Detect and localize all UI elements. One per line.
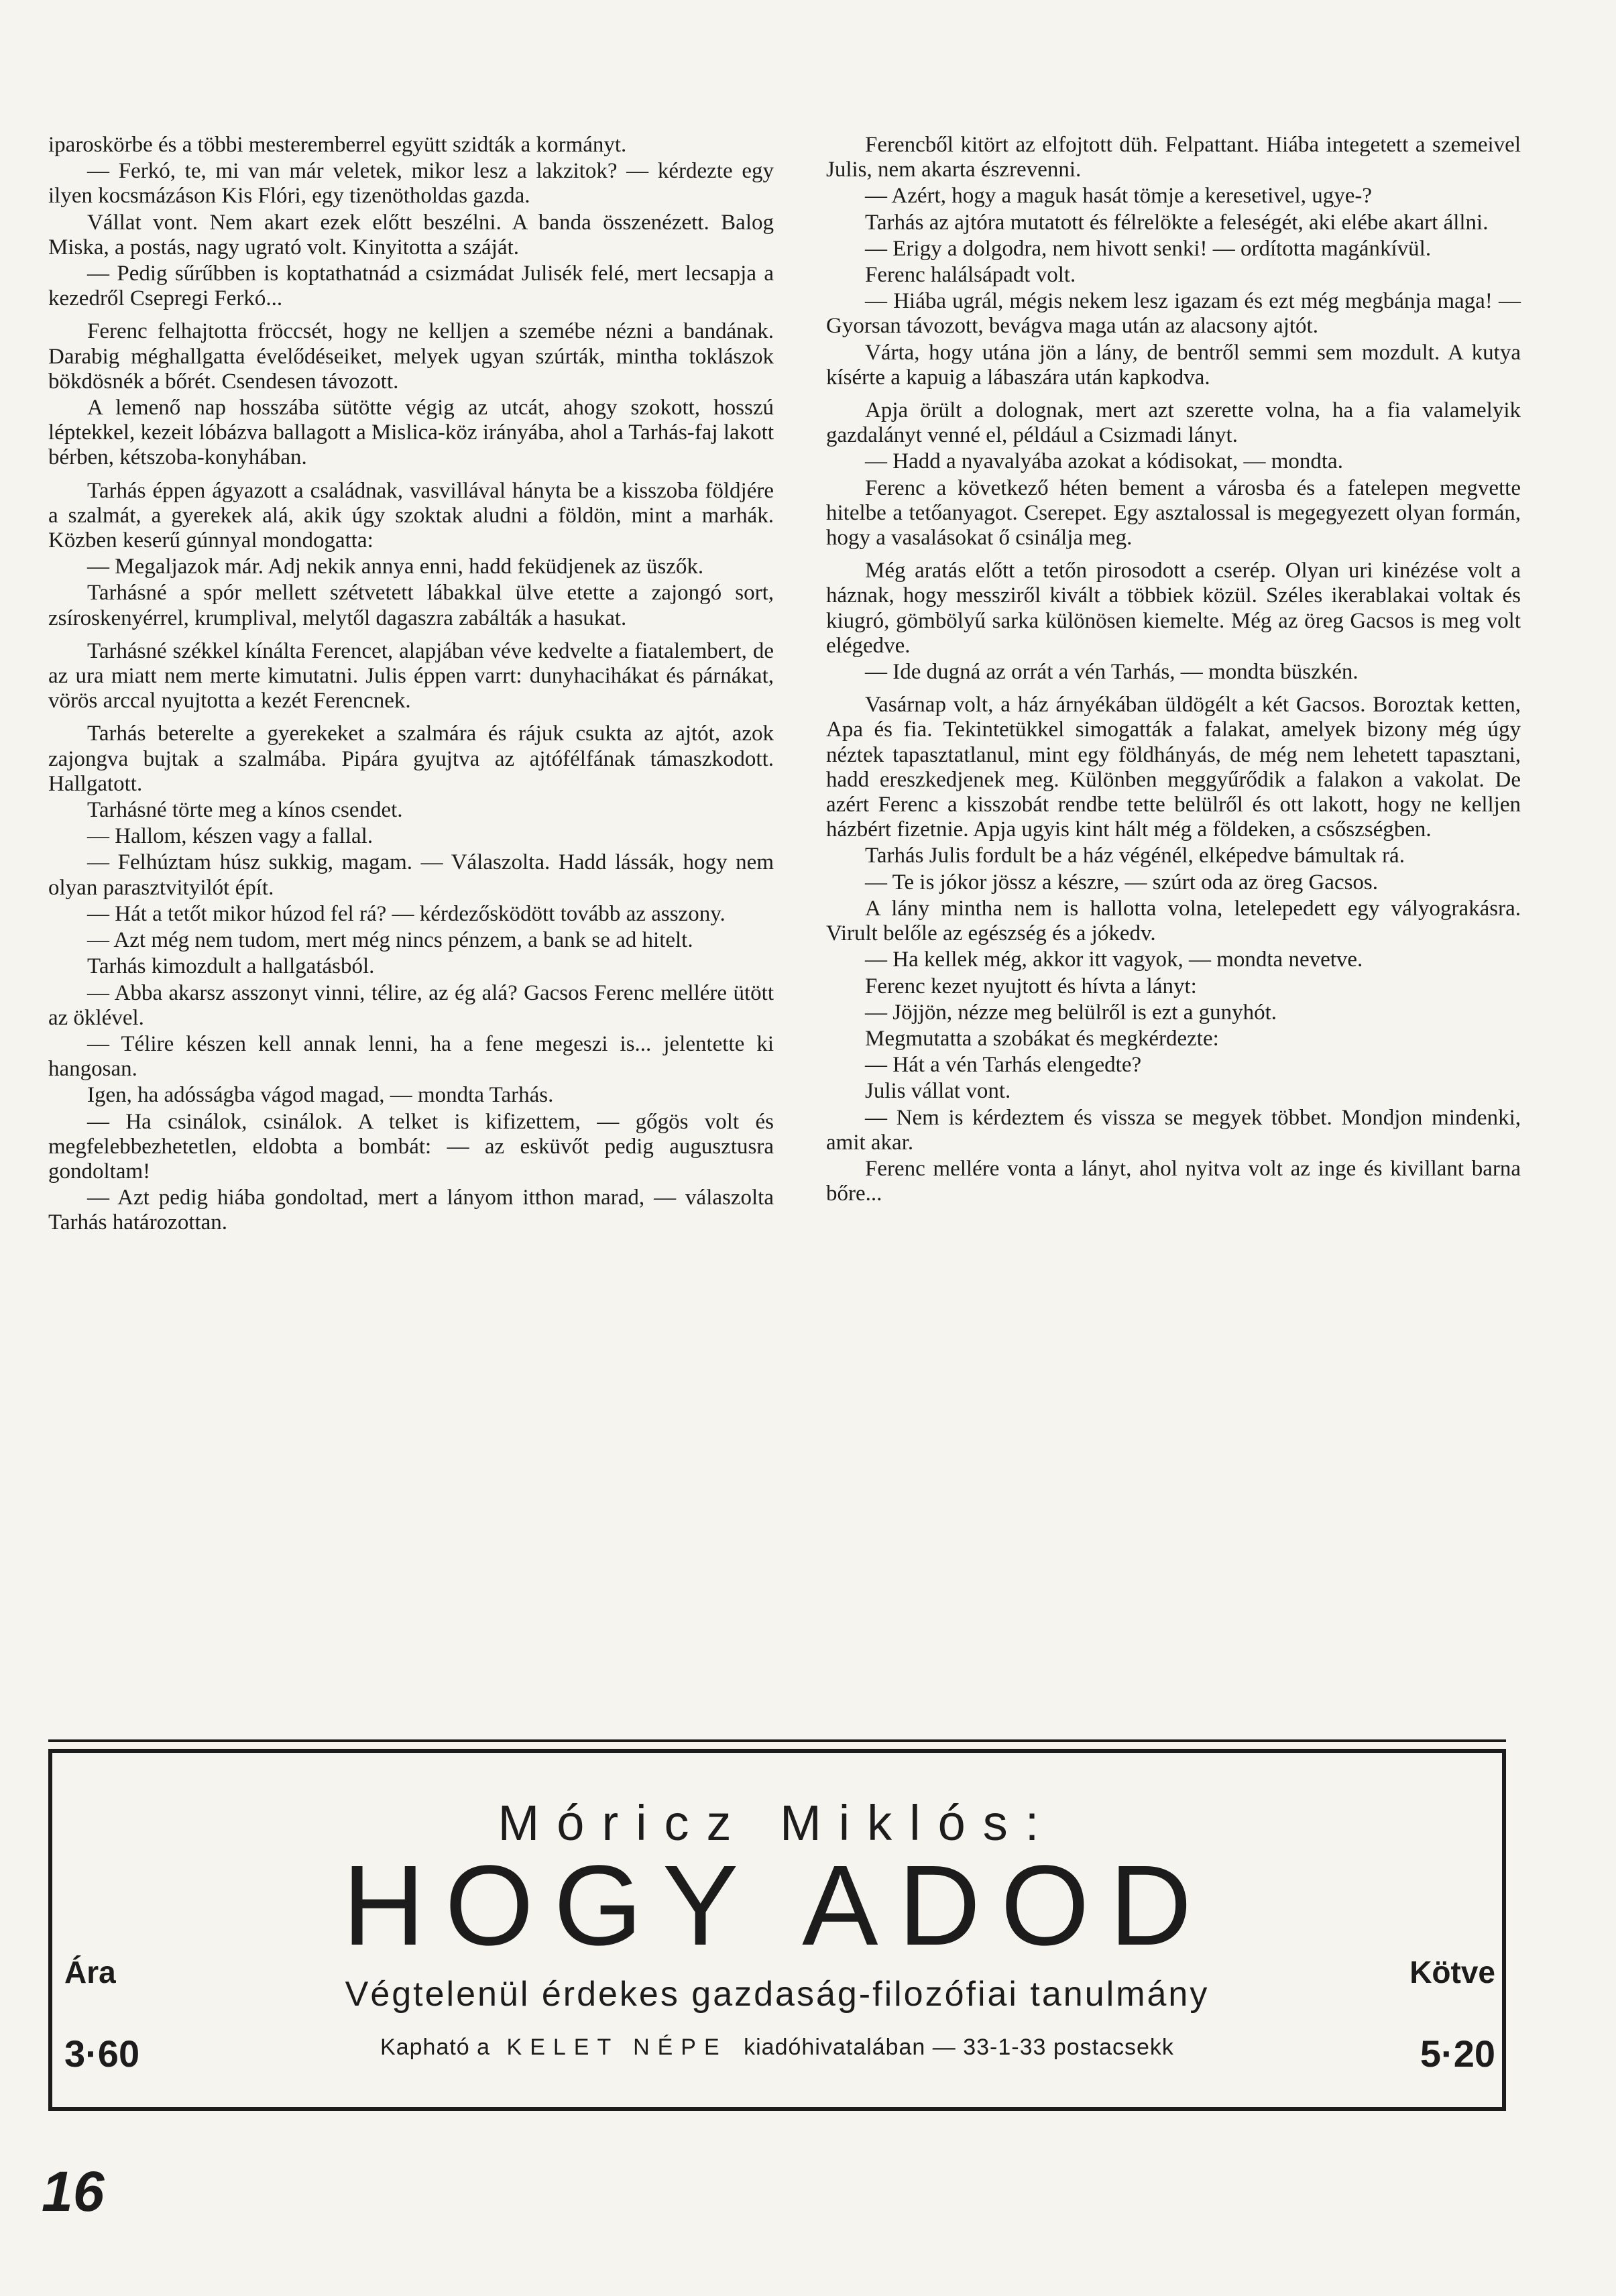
ad-subtitle: Végtelenül érdekes gazdaság-filozófiai tanulmány <box>345 1975 1210 2014</box>
page-number: 16 <box>42 2160 105 2223</box>
publisher-name: KELET NÉPE <box>506 2034 728 2060</box>
paragraph: Tarhásné székkel kínálta Ferencet, alapjában véve kedvelte a fiatalembert, de az ura miatt nem merte kimutatni. Julis éppen varrt: dunyhacihákat és párnákat, vörös arccal nyujtotta a kezét Ferencnek. <box>48 638 774 713</box>
paragraph: Tarhás kimozdult a hallgatásból. <box>87 954 375 979</box>
paragraph: — Azt pedig hiába gondoltad, mert a lányom itthon marad, — válaszolta Tarhás határozottan. <box>48 1186 774 1235</box>
paragraph: — Nem is kérdeztem és vissza se megyek többet. Mondjon mindenki, amit akar. <box>826 1105 1521 1155</box>
paragraph: Ferenc kezet nyujtott és hívta a lányt: <box>865 974 1197 998</box>
paragraph: Tarhás beterelte a gyerekeket a szalmára és rájuk csukta az ajtót, azok zajongva bujtak a szalmába. Pipára gyujtva az ajtófélfának támaszkodott. Hallgatott. <box>48 722 774 796</box>
paragraph: — Azért, hogy a maguk hasát tömje a keresetivel, ugye-? <box>865 184 1372 209</box>
paragraph: — Hallom, készen vagy a fallal. <box>87 824 373 849</box>
ad-availability <box>227 2034 1328 2061</box>
paragraph: — Hadd a nyavalyába azokat a kódisokat, — mondta. <box>865 449 1343 474</box>
price-block <box>64 1954 198 2075</box>
left-text-column <box>48 133 774 1237</box>
price-value: 3·60 <box>64 2032 140 2075</box>
paragraph: Igen, ha adósságba vágod magad, — mondta Tarhás. <box>87 1083 554 1108</box>
paragraph: Még aratás előtt a tetőn pirosodott a cserép. Olyan uri kinézése volt a háznak, hogy messziről kivált a többiek közül. Széles ikerablakai voltak és kiugró, gömbölyű sarka különösen kiemelte. Még az öreg Gacsos is meg volt elégedve. <box>826 559 1521 658</box>
paragraph: Ferencből kitört az elfojtott düh. Felpattant. Hiába integetett a szemeivel Julis, nem akarta észrevenni. <box>826 133 1521 182</box>
paragraph: Megmutatta a szobákat és megkérdezte: <box>865 1026 1219 1051</box>
paragraph: Tarhás Julis fordult be a ház végénél, elképedve bámultak rá. <box>865 844 1405 868</box>
paragraph: Várta, hogy utána jön a lány, de bentről semmi sem mozdult. A kutya kísérte a kapuig a lábaszára után kapkodva. <box>826 340 1521 390</box>
paragraph: Tarhásné a spór mellett szétvetett lábakkal ülve etette a zajongó sort, zsíroskenyérrel, krumplival, melytől dagaszra zabálták a hasukat. <box>48 581 774 630</box>
paragraph: Tarhásné törte meg a kínos csendet. <box>87 798 403 823</box>
paragraph: — Te is jókor jössz a készre, — szúrt oda az öreg Gacsos. <box>865 870 1379 895</box>
price-label: Ára <box>64 1955 116 1990</box>
paragraph: Vasárnap volt, a ház árnyékában üldögélt a két Gacsos. Boroztak ketten, Apa és fia. Tekintetükkel simogatták a falakat, amelyek bizony még úgy néztek tapasztatlanul, mint egy földhányás, de még nem lehetett tapasztani, hadd ereszkedjenek meg. Különben meggyűrődik a falakon a vakolat. De azért Ferenc a kisszobát rendbe tette belülről és ott lakott, hogy ne kelljen házbért fizetnie. Apja ugyis kint hált még a földeken, a csőszségben. <box>826 693 1521 842</box>
bound-price-block <box>1361 1954 1495 2075</box>
paragraph: iparoskörbe és a többi mesteremberrel együtt szidták a kormányt. <box>48 133 627 157</box>
paragraph: — Hát a tetőt mikor húzod fel rá? — kérdezősködött tovább az asszony. <box>87 901 726 926</box>
paragraph: — Jöjjön, nézze meg belülről is ezt a gunyhót. <box>865 1000 1277 1025</box>
paragraph: — Abba akarsz asszonyt vinni, télire, az ég alá? Gacsos Ferenc mellére ütött az öklével. <box>48 980 774 1030</box>
availability-suffix: kiadóhivatalában — 33-1-33 postacsekk <box>744 2034 1174 2060</box>
paragraph: — Ha csinálok, csinálok. A telket is kifizettem, — gőgös volt és megfelebbezhetetlen, eldobta a bombát: — az esküvőt pedig augusztusra gondoltam! <box>48 1109 774 1184</box>
right-text-column <box>826 133 1521 1208</box>
paragraph: Tarhás éppen ágyazott a családnak, vasvillával hányta be a kisszoba földjére a szalmát, a gyerekek alá, akik úgy szoktak aludni a földön, mint a marhák. Közben keserű gúnnyal mondogatta: <box>48 478 774 553</box>
paragraph: — Erigy a dolgodra, nem hivott senki! — ordította magánkívül. <box>865 236 1432 261</box>
paragraph: Julis vállat vont. <box>865 1079 1011 1104</box>
paragraph: — Hiába ugrál, mégis nekem lesz igazam és ezt még megbánja maga! — Gyorsan távozott, bevágva maga után az alacsony ajtót. <box>826 289 1521 339</box>
bound-label: Kötve <box>1409 1955 1495 1990</box>
paragraph: Tarhás az ajtóra mutatott és félrelökte a feleségét, aki elébe akart állni. <box>865 210 1489 235</box>
ad-book-title: HOGY ADOD <box>342 1842 1212 1969</box>
ad-author: Móricz Miklós: <box>498 1795 1057 1851</box>
paragraph: A lány mintha nem is hallotta volna, letelepedett egy vályograkásra. Virult belőle az egészség és a jókedv. <box>826 896 1521 946</box>
paragraph: — Ferkó, te, mi van már veletek, mikor lesz a lakzitok? — kérdezte egy ilyen kocsmázáson Kis Flóri, egy tizenötholdas gazda. <box>48 159 774 209</box>
divider <box>48 1739 1506 1742</box>
paragraph: — Hát a vén Tarhás elengedte? <box>865 1053 1142 1078</box>
paragraph: — Ide dugná az orrát a vén Tarhás, — mondta büszkén. <box>865 660 1359 685</box>
paragraph: — Pedig sűrűbben is koptathatnád a csizmádat Julisék felé, mert lecsapja a kezedről Csepregi Ferkó... <box>48 262 774 311</box>
paragraph: Ferenc mellére vonta a lányt, ahol nyitva volt az inge és kivillant barna bőre... <box>826 1156 1521 1206</box>
paragraph: — Felhúztam húsz sukkig, magam. — Válaszolta. Hadd lássák, hogy nem olyan parasztvityilót épít. <box>48 850 774 900</box>
bound-price-value: 5·20 <box>1420 2032 1495 2075</box>
availability-prefix: Kapható a <box>380 2034 491 2060</box>
paragraph: Ferenc felhajtotta fröccsét, hogy ne kelljen a szemébe nézni a bandának. Darabig méghallgatta évelődéseiket, melyek ugyan szúrták, mintha toklászok bökdösnék a bőrét. Csendesen távozott. <box>48 319 774 394</box>
paragraph: — Azt még nem tudom, mert még nincs pénzem, a bank se ad hitelt. <box>87 928 693 953</box>
paragraph: — Ha kellek még, akkor itt vagyok, — mondta nevetve. <box>865 948 1363 972</box>
paragraph: Ferenc a következő héten bement a városba és a fatelepen megvette hitelbe a tetőanyagot. Cserepet. Egy asztalossal is megegyezett olyan formán, hogy a vasalásokat ő csinálja meg. <box>826 475 1521 551</box>
book-advertisement <box>48 1749 1506 2111</box>
paragraph: — Megaljazok már. Adj nekik annya enni, hadd feküdjenek az üszők. <box>87 555 704 579</box>
paragraph: — Télire készen kell annak lenni, ha a fene megeszi is... jelentette ki hangosan. <box>48 1031 774 1082</box>
paragraph: Apja örült a dolognak, mert azt szerette volna, ha a fia valamelyik gazdalányt venné el, például a Csizmadi lányt. <box>826 398 1521 448</box>
paragraph: A lemenő nap hosszába sütötte végig az utcát, ahogy szokott, hosszú léptekkel, kezeit lóbázva ballagott a Mislica-köz irányába, ahol a Tarhás-faj lakott bérben, kétszoba-konyhában. <box>48 396 774 470</box>
paragraph: Ferenc halálsápadt volt. <box>865 263 1076 288</box>
paragraph: Vállat vont. Nem akart ezek előtt beszélni. A banda összenézett. Balog Miska, a postás, nagy ugrató volt. Kinyitotta a száját. <box>48 210 774 260</box>
